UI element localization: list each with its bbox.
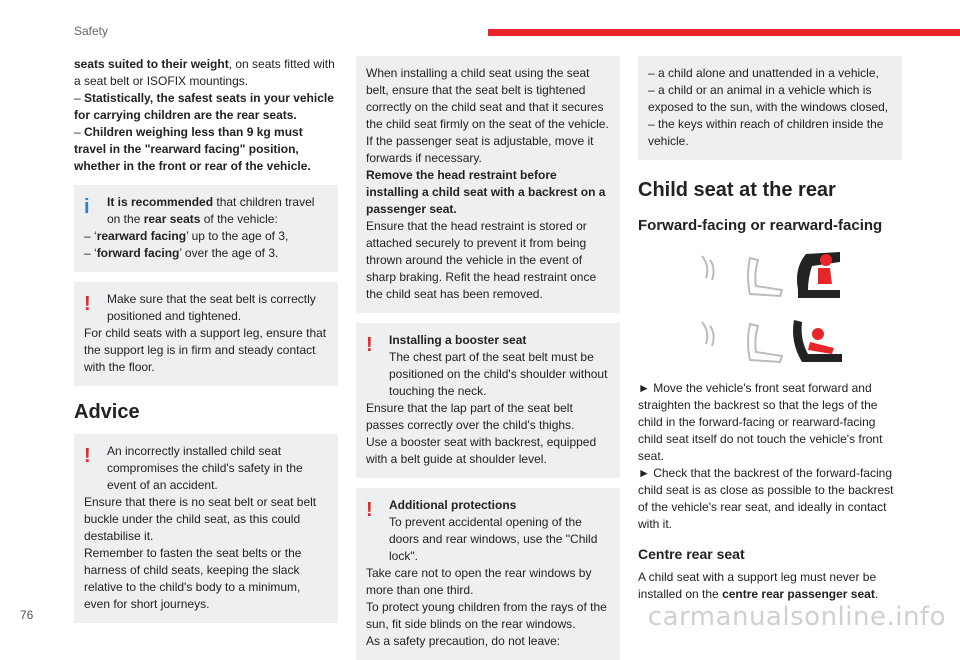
instruction-forward: ► Move the vehicle's front seat forward and straighten the backrest so that the legs of the child in the forward-facing or rearward-facing child seat itself do not touch the vehicle's front seat. bbox=[638, 381, 883, 463]
info-list-item: – ‘forward facing’ over the age of 3. bbox=[84, 246, 279, 260]
column-2 bbox=[356, 56, 620, 660]
page-number: 76 bbox=[20, 608, 34, 622]
column-1 bbox=[74, 56, 338, 623]
warning-text: Ensure that the lap part of the seat belt passes correctly over the child's thighs. bbox=[366, 401, 575, 432]
child-seat-rear-heading: Child seat at the rear bbox=[638, 179, 836, 201]
forward-facing-seat-illustration bbox=[690, 246, 850, 306]
section-title: Safety bbox=[74, 24, 109, 38]
advice-heading: Advice bbox=[74, 401, 140, 423]
warning-text: Take care not to open the rear windows by more than one third. bbox=[366, 566, 592, 597]
rearward-facing-seat-illustration bbox=[690, 312, 850, 372]
instruction-backrest: ► Check that the backrest of the forward-facing child seat is as close as possible to the backrest of the vehicle's rear seat, and ideally in contact with it. bbox=[638, 466, 894, 531]
warning-text: For child seats with a support leg, ensure that the support leg is in firm and steady contact with the floor. bbox=[84, 326, 327, 374]
intro-line-2: – Statistically, the safest seats in your vehicle for carrying children are the rear seats. bbox=[74, 91, 334, 122]
warning-text: As a safety precaution, do not leave: bbox=[366, 634, 561, 648]
info-box-recommendation bbox=[74, 185, 338, 272]
warning-icon: ! bbox=[84, 293, 91, 315]
column-3 bbox=[638, 56, 902, 603]
intro-line-3: – Children weighing less than 9 kg must travel in the "rearward facing" position, whether in the front or rear of the vehicle. bbox=[74, 125, 311, 173]
list-item: – a child alone and unattended in a vehicle, bbox=[648, 66, 879, 80]
box-text: When installing a child seat using the seat belt, ensure that the seat belt is tightened correctly on the child seat and that it secures the child seat firmly on the seat of the vehicle. bbox=[366, 66, 609, 131]
precaution-list-box bbox=[638, 56, 902, 160]
warning-icon: ! bbox=[84, 445, 91, 467]
warning-text: To protect young children from the rays of the sun, fit side blinds on the rear windows. bbox=[366, 600, 607, 631]
warning-text: An incorrectly installed child seat compromises the child's safety in the event of an accident. bbox=[107, 444, 303, 492]
warning-icon: ! bbox=[366, 334, 373, 356]
warning-text: Make sure that the seat belt is correctly positioned and tightened. bbox=[107, 292, 316, 323]
warning-box-booster bbox=[356, 323, 620, 478]
warning-title: Additional protections bbox=[389, 498, 517, 512]
box-text-bold: Remove the head restraint before installing a child seat with a backrest on a passenger seat. bbox=[366, 168, 606, 216]
warning-title: Installing a booster seat bbox=[389, 333, 527, 347]
centre-rear-seat-text: A child seat with a support leg must never be installed on the centre rear passenger seat. bbox=[638, 570, 879, 601]
warning-box-protections bbox=[356, 488, 620, 660]
watermark: carmanualsonline.info bbox=[647, 602, 946, 632]
warning-text: Ensure that there is no seat belt or seat belt buckle under the child seat, as this could destabilise it. bbox=[84, 495, 317, 543]
box-text: Ensure that the head restraint is stored or attached securely to prevent it from being thrown around the vehicle in the event of sharp braking. Refit the head restraint once the child seat has been removed. bbox=[366, 219, 597, 301]
list-item: – a child or an animal in a vehicle which is exposed to the sun, with the windows closed, bbox=[648, 83, 889, 114]
intro-line-1: seats suited to their weight, on seats fitted with a seat belt or ISOFIX mountings. bbox=[74, 57, 335, 88]
info-list-item: – ‘rearward facing’ up to the age of 3, bbox=[84, 229, 289, 243]
facing-subheading: Forward-facing or rearward-facing bbox=[638, 217, 883, 234]
warning-box-advice bbox=[74, 434, 338, 623]
info-icon: i bbox=[84, 196, 90, 218]
warning-text: Remember to fasten the seat belts or the harness of child seats, keeping the slack relative to the child's body to a minimum, even for short journeys. bbox=[84, 546, 302, 611]
warning-text: The chest part of the seat belt must be positioned on the child's shoulder without touching the neck. bbox=[389, 350, 608, 398]
warning-box-belt bbox=[74, 282, 338, 386]
centre-rear-seat-heading: Centre rear seat bbox=[638, 546, 745, 562]
header-accent-bar bbox=[488, 29, 960, 36]
list-item: – the keys within reach of children inside the vehicle. bbox=[648, 117, 884, 148]
warning-icon: ! bbox=[366, 499, 373, 521]
warning-text: To prevent accidental opening of the doors and rear windows, use the "Child lock". bbox=[389, 515, 598, 563]
info-text: It is recommended that children travel on the rear seats of the vehicle: bbox=[107, 195, 315, 226]
box-text: If the passenger seat is adjustable, move it forwards if necessary. bbox=[366, 134, 594, 165]
installation-box bbox=[356, 56, 620, 313]
warning-text: Use a booster seat with backrest, equipped with a belt guide at shoulder level. bbox=[366, 435, 597, 466]
